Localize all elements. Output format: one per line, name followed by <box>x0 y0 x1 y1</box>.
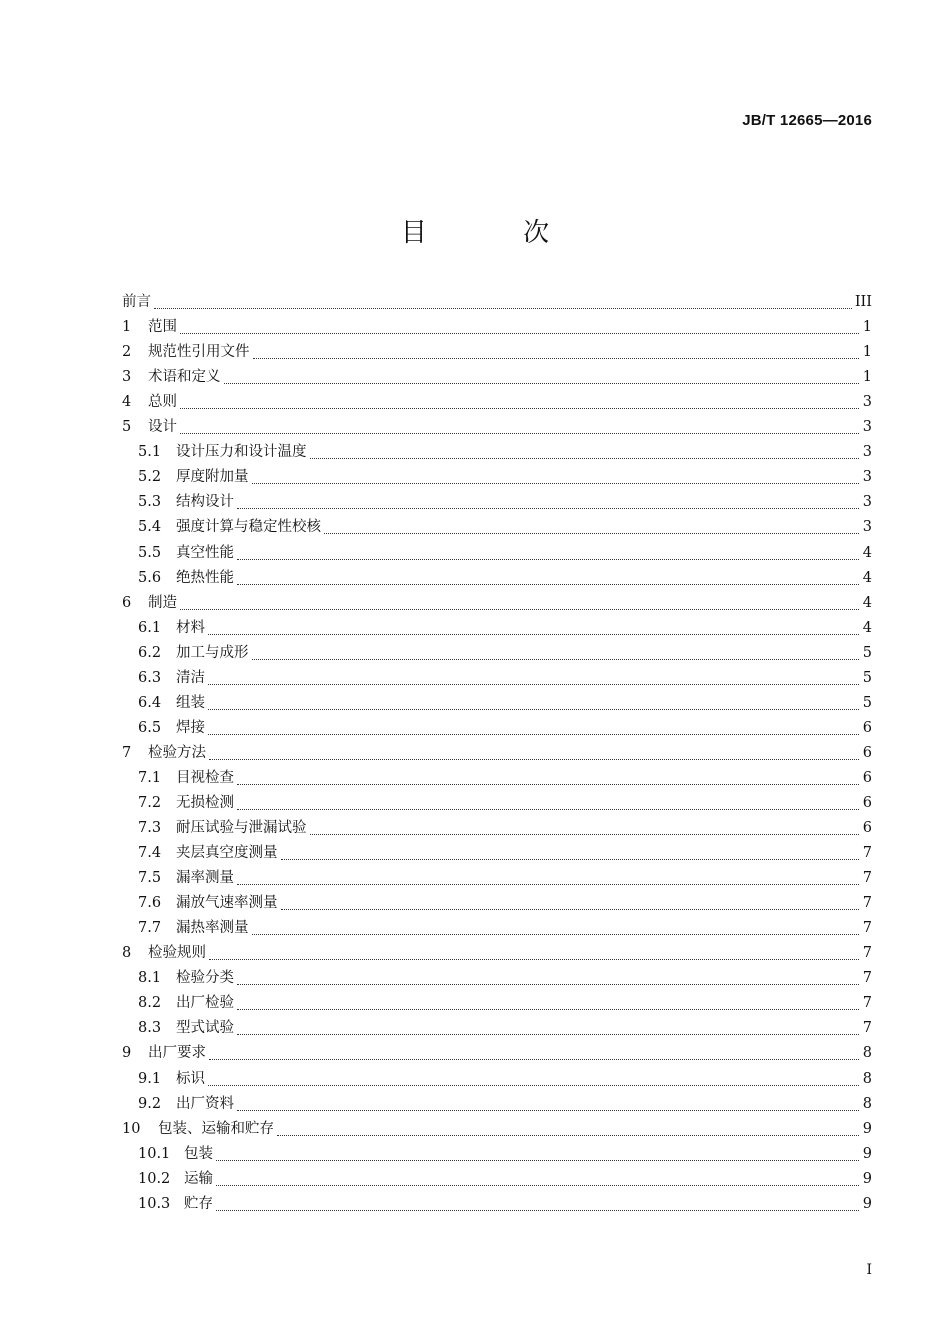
toc-entry-label: 制造 <box>148 594 177 611</box>
toc-entry[interactable] <box>122 390 872 415</box>
toc-entry-label: 目视检查 <box>176 769 234 786</box>
toc-entry-page: 7 <box>862 920 872 937</box>
page-title: 目 次 <box>400 218 594 248</box>
dot-leader <box>208 684 859 685</box>
toc-entry[interactable] <box>122 465 872 490</box>
toc-entry-number: 7.2 <box>138 794 162 811</box>
toc-entry-page: 1 <box>862 344 872 361</box>
toc-entry-page: 3 <box>862 519 872 536</box>
toc-entry-number: 7.4 <box>138 845 162 862</box>
dot-leader <box>154 308 852 309</box>
toc-entry-number: 9 <box>122 1045 132 1062</box>
dot-leader <box>180 609 859 610</box>
table-of-contents <box>122 290 872 1217</box>
toc-entry-label: 漏率测量 <box>176 870 234 887</box>
toc-entry-page: 7 <box>862 870 872 887</box>
toc-entry-label: 耐压试验与泄漏试验 <box>176 820 307 837</box>
toc-entry[interactable] <box>122 916 872 941</box>
toc-entry-label: 规范性引用文件 <box>148 344 250 361</box>
toc-entry-label: 夹层真空度测量 <box>176 845 278 862</box>
toc-entry-label: 绝热性能 <box>176 569 234 586</box>
dot-leader <box>310 834 860 835</box>
dot-leader <box>324 533 859 534</box>
dot-leader <box>237 1110 859 1111</box>
toc-entry-number: 10.3 <box>138 1195 171 1212</box>
dot-leader <box>224 383 860 384</box>
dot-leader <box>252 483 860 484</box>
dot-leader <box>281 909 860 910</box>
toc-entry-label: 术语和定义 <box>148 369 221 386</box>
toc-entry-label: 运输 <box>184 1170 213 1187</box>
toc-entry[interactable] <box>122 741 872 766</box>
dot-leader <box>281 859 860 860</box>
toc-entry-number: 9.2 <box>138 1095 162 1112</box>
dot-leader <box>208 634 859 635</box>
toc-entry-label: 设计压力和设计温度 <box>176 444 307 461</box>
standard-code: JB/T 12665—2016 <box>742 112 872 129</box>
toc-entry-number: 10 <box>122 1120 141 1137</box>
toc-entry-label: 出厂要求 <box>148 1045 206 1062</box>
toc-entry[interactable] <box>122 716 872 741</box>
toc-entry-number: 5.2 <box>138 469 162 486</box>
dot-leader <box>252 934 860 935</box>
toc-entry-number: 7.3 <box>138 820 162 837</box>
toc-entry[interactable] <box>122 540 872 565</box>
toc-entry[interactable] <box>122 1066 872 1091</box>
toc-entry-number: 6.3 <box>138 669 162 686</box>
toc-entry-page: 7 <box>862 1020 872 1037</box>
toc-entry-label: 检验规则 <box>148 945 206 962</box>
toc-entry-label: 组装 <box>176 694 205 711</box>
toc-entry[interactable] <box>122 866 872 891</box>
dot-leader <box>237 1034 859 1035</box>
toc-entry-number: 5.3 <box>138 494 162 511</box>
toc-entry-page: 4 <box>862 569 872 586</box>
toc-entry-label: 型式试验 <box>176 1020 234 1037</box>
toc-entry-number: 6.5 <box>138 719 162 736</box>
dot-leader <box>209 759 859 760</box>
toc-entry-label: 焊接 <box>176 719 205 736</box>
toc-entry[interactable] <box>122 1192 872 1217</box>
dot-leader <box>253 358 860 359</box>
toc-entry-number: 7.5 <box>138 870 162 887</box>
toc-entry-number: 7 <box>122 744 132 761</box>
toc-entry-page: 7 <box>862 995 872 1012</box>
toc-entry-page: 5 <box>862 694 872 711</box>
toc-entry-page: 9 <box>862 1120 872 1137</box>
toc-entry[interactable] <box>122 1167 872 1192</box>
toc-entry-number: 5.6 <box>138 569 162 586</box>
toc-entry-number: 7.1 <box>138 769 162 786</box>
dot-leader <box>180 333 859 334</box>
toc-entry-label: 厚度附加量 <box>176 469 249 486</box>
toc-entry-label: 漏放气速率测量 <box>176 895 278 912</box>
toc-entry[interactable] <box>122 641 872 666</box>
toc-entry-page: 8 <box>862 1045 872 1062</box>
toc-entry[interactable] <box>122 566 872 591</box>
dot-leader <box>209 1059 859 1060</box>
toc-entry-page: 7 <box>862 845 872 862</box>
toc-entry[interactable] <box>122 891 872 916</box>
toc-entry-page: 3 <box>862 469 872 486</box>
toc-entry-label: 贮存 <box>184 1195 213 1212</box>
dot-leader <box>237 884 859 885</box>
toc-entry-number: 7.7 <box>138 920 162 937</box>
toc-entry-page: 1 <box>862 369 872 386</box>
dot-leader <box>237 1009 859 1010</box>
toc-entry[interactable] <box>122 991 872 1016</box>
toc-entry[interactable] <box>122 1041 872 1066</box>
toc-entry-page: 9 <box>862 1145 872 1162</box>
dot-leader <box>237 559 859 560</box>
toc-entry[interactable] <box>122 1142 872 1167</box>
toc-entry-page: III <box>854 294 872 311</box>
toc-entry-page: 3 <box>862 394 872 411</box>
toc-entry-number: 5.1 <box>138 444 162 461</box>
dot-leader <box>216 1160 859 1161</box>
toc-entry[interactable] <box>122 490 872 515</box>
toc-entry-label: 强度计算与稳定性校核 <box>176 519 321 536</box>
toc-entry-number: 7.6 <box>138 895 162 912</box>
toc-entry-number: 5.4 <box>138 519 162 536</box>
toc-entry[interactable] <box>122 791 872 816</box>
toc-entry-number: 5 <box>122 419 132 436</box>
toc-entry-page: 9 <box>862 1170 872 1187</box>
toc-entry[interactable] <box>122 691 872 716</box>
toc-entry[interactable] <box>122 1117 872 1142</box>
toc-entry[interactable] <box>122 666 872 691</box>
toc-entry[interactable] <box>122 1016 872 1041</box>
dot-leader <box>277 1135 859 1136</box>
toc-entry-page: 7 <box>862 970 872 987</box>
toc-entry[interactable] <box>122 1092 872 1117</box>
toc-entry[interactable] <box>122 766 872 791</box>
toc-entry-page: 3 <box>862 494 872 511</box>
toc-entry[interactable] <box>122 290 872 315</box>
toc-entry[interactable] <box>122 365 872 390</box>
toc-entry[interactable] <box>122 440 872 465</box>
dot-leader <box>208 709 859 710</box>
toc-entry-page: 4 <box>862 619 872 636</box>
toc-entry-number: 4 <box>122 394 132 411</box>
toc-entry[interactable] <box>122 941 872 966</box>
toc-entry-number: 1 <box>122 319 132 336</box>
dot-leader <box>216 1210 859 1211</box>
page-folio: I <box>866 1262 872 1278</box>
toc-entry-number: 9.1 <box>138 1070 162 1087</box>
toc-entry-label: 清洁 <box>176 669 205 686</box>
toc-entry[interactable] <box>122 315 872 340</box>
toc-entry-label: 真空性能 <box>176 544 234 561</box>
toc-entry-page: 8 <box>862 1095 872 1112</box>
dot-leader <box>180 433 859 434</box>
toc-entry-label: 材料 <box>176 619 205 636</box>
toc-entry-label: 检验方法 <box>148 744 206 761</box>
toc-entry-page: 6 <box>862 794 872 811</box>
toc-entry-number: 3 <box>122 369 132 386</box>
toc-entry-page: 3 <box>862 444 872 461</box>
toc-entry-number: 6.1 <box>138 619 162 636</box>
toc-entry-number: 10.2 <box>138 1170 171 1187</box>
toc-entry-label: 标识 <box>176 1070 205 1087</box>
dot-leader <box>180 408 859 409</box>
toc-entry-number: 5.5 <box>138 544 162 561</box>
toc-entry-label: 设计 <box>148 419 177 436</box>
toc-entry-number: 8 <box>122 945 132 962</box>
dot-leader <box>237 809 859 810</box>
dot-leader <box>209 959 859 960</box>
toc-entry-label: 出厂资料 <box>176 1095 234 1112</box>
dot-leader <box>252 659 860 660</box>
toc-entry-label: 总则 <box>148 394 177 411</box>
toc-entry-page: 9 <box>862 1195 872 1212</box>
toc-entry-number: 6 <box>122 594 132 611</box>
toc-entry-number: 8.3 <box>138 1020 162 1037</box>
toc-entry-label: 检验分类 <box>176 970 234 987</box>
toc-entry-page: 6 <box>862 820 872 837</box>
dot-leader <box>310 458 860 459</box>
dot-leader <box>237 784 859 785</box>
toc-entry-label: 范围 <box>148 319 177 336</box>
toc-entry-label: 包装 <box>184 1145 213 1162</box>
toc-entry-label: 前言 <box>122 294 151 311</box>
toc-entry[interactable] <box>122 616 872 641</box>
toc-entry-label: 出厂检验 <box>176 995 234 1012</box>
dot-leader <box>237 984 859 985</box>
toc-entry-number: 10.1 <box>138 1145 171 1162</box>
dot-leader <box>208 734 859 735</box>
toc-entry[interactable] <box>122 841 872 866</box>
dot-leader <box>208 1085 859 1086</box>
dot-leader <box>216 1185 859 1186</box>
toc-entry-page: 3 <box>862 419 872 436</box>
toc-entry-number: 6.2 <box>138 644 162 661</box>
toc-entry[interactable] <box>122 816 872 841</box>
toc-entry-number: 8.2 <box>138 995 162 1012</box>
toc-entry-label: 加工与成形 <box>176 644 249 661</box>
toc-entry-label: 结构设计 <box>176 494 234 511</box>
dot-leader <box>237 508 859 509</box>
toc-entry-page: 1 <box>862 319 872 336</box>
toc-entry[interactable] <box>122 966 872 991</box>
toc-entry[interactable] <box>122 340 872 365</box>
toc-entry-page: 4 <box>862 544 872 561</box>
toc-entry[interactable] <box>122 591 872 616</box>
toc-entry-label: 无损检测 <box>176 794 234 811</box>
toc-entry-label: 漏热率测量 <box>176 920 249 937</box>
toc-entry-number: 6.4 <box>138 694 162 711</box>
toc-entry-page: 6 <box>862 719 872 736</box>
toc-entry-page: 8 <box>862 1070 872 1087</box>
toc-entry-number: 2 <box>122 344 132 361</box>
toc-entry-page: 5 <box>862 669 872 686</box>
toc-entry[interactable] <box>122 415 872 440</box>
toc-entry-page: 6 <box>862 769 872 786</box>
toc-entry-page: 4 <box>862 594 872 611</box>
toc-entry-page: 7 <box>862 945 872 962</box>
toc-entry-page: 7 <box>862 895 872 912</box>
toc-entry-page: 6 <box>862 744 872 761</box>
dot-leader <box>237 584 859 585</box>
toc-entry-label: 包装、运输和贮存 <box>158 1120 274 1137</box>
toc-entry-number: 8.1 <box>138 970 162 987</box>
toc-entry[interactable] <box>122 515 872 540</box>
toc-entry-page: 5 <box>862 644 872 661</box>
